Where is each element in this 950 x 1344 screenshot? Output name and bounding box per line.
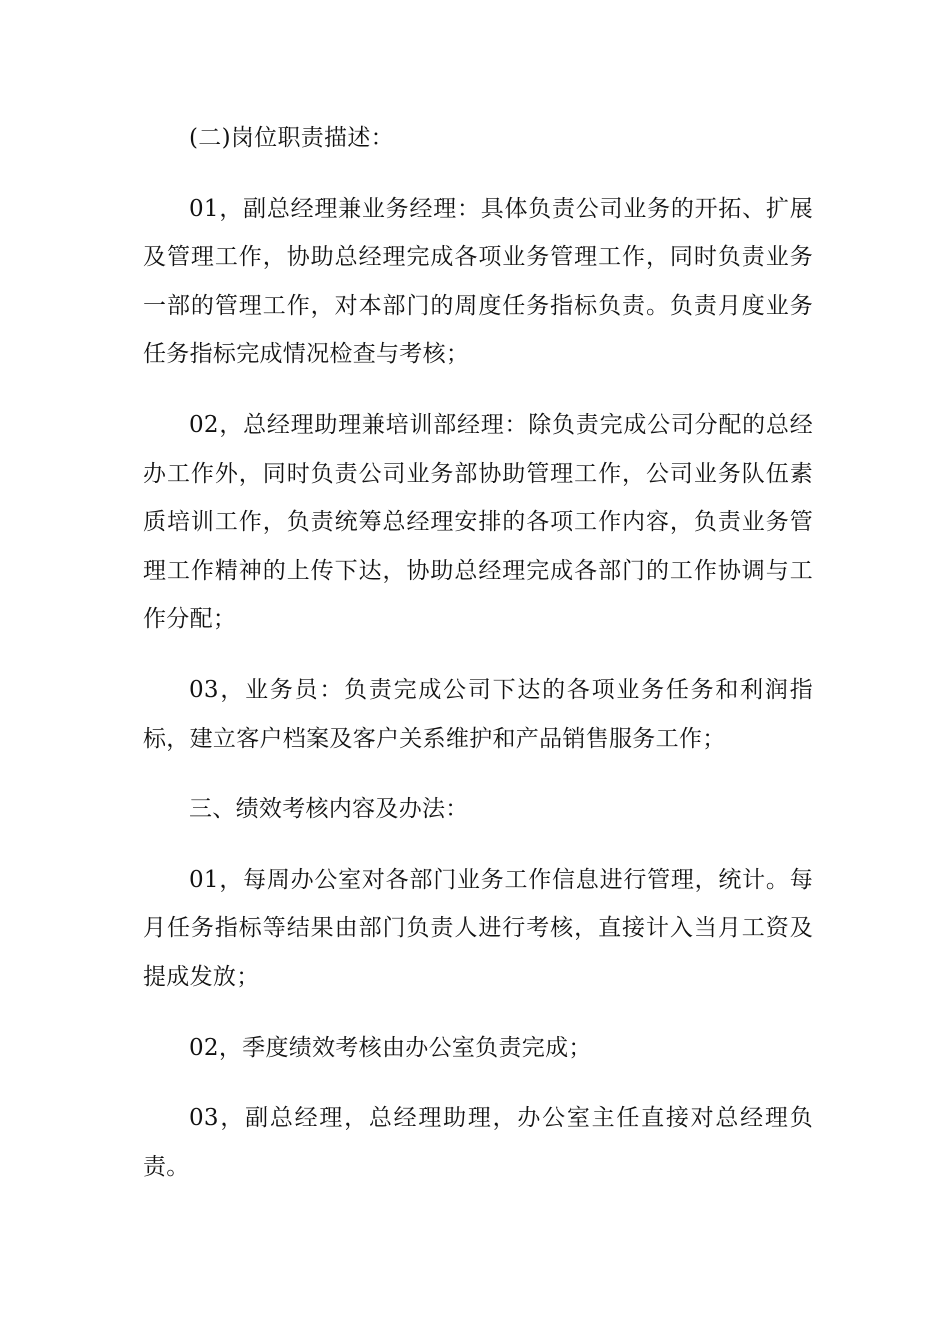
document-body <box>143 114 813 1213</box>
performance-paragraph-01: 01，每周办公室对各部门业务工作信息进行管理，统计。每月任务指标等结果由部门负责人进行考核，直接计入当月工资及提成发放； <box>143 866 813 990</box>
duty-paragraph-02: 02，总经理助理兼培训部经理：除负责完成公司分配的总经办工作外，同时负责公司业务部协助管理工作，公司业务队伍素质培训工作，负责统筹总经理安排的各项工作内容，负责业务管理工作精神的上传下达，协助总经理完成各部门的工作协调与工作分配； <box>143 411 813 633</box>
duty-paragraph-01: 01，副总经理兼业务经理：具体负责公司业务的开拓、扩展及管理工作，协助总经理完成各项业务管理工作，同时负责业务一部的管理工作，对本部门的周度任务指标负责。负责月度业务任务指标完成情况检查与考核； <box>143 195 813 368</box>
section-heading-performance: 三、绩效考核内容及办法： <box>189 796 469 823</box>
performance-paragraph-02: 02，季度绩效考核由办公室负责完成； <box>189 1034 592 1061</box>
section-heading-duties: (二)岗位职责描述： <box>189 125 394 151</box>
duty-paragraph-03: 03，业务员：负责完成公司下达的各项业务任务和利润指标，建立客户档案及客户关系维护和产品销售服务工作； <box>143 676 813 752</box>
performance-paragraph-03: 03，副总经理，总经理助理，办公室主任直接对总经理负责。 <box>143 1105 813 1180</box>
